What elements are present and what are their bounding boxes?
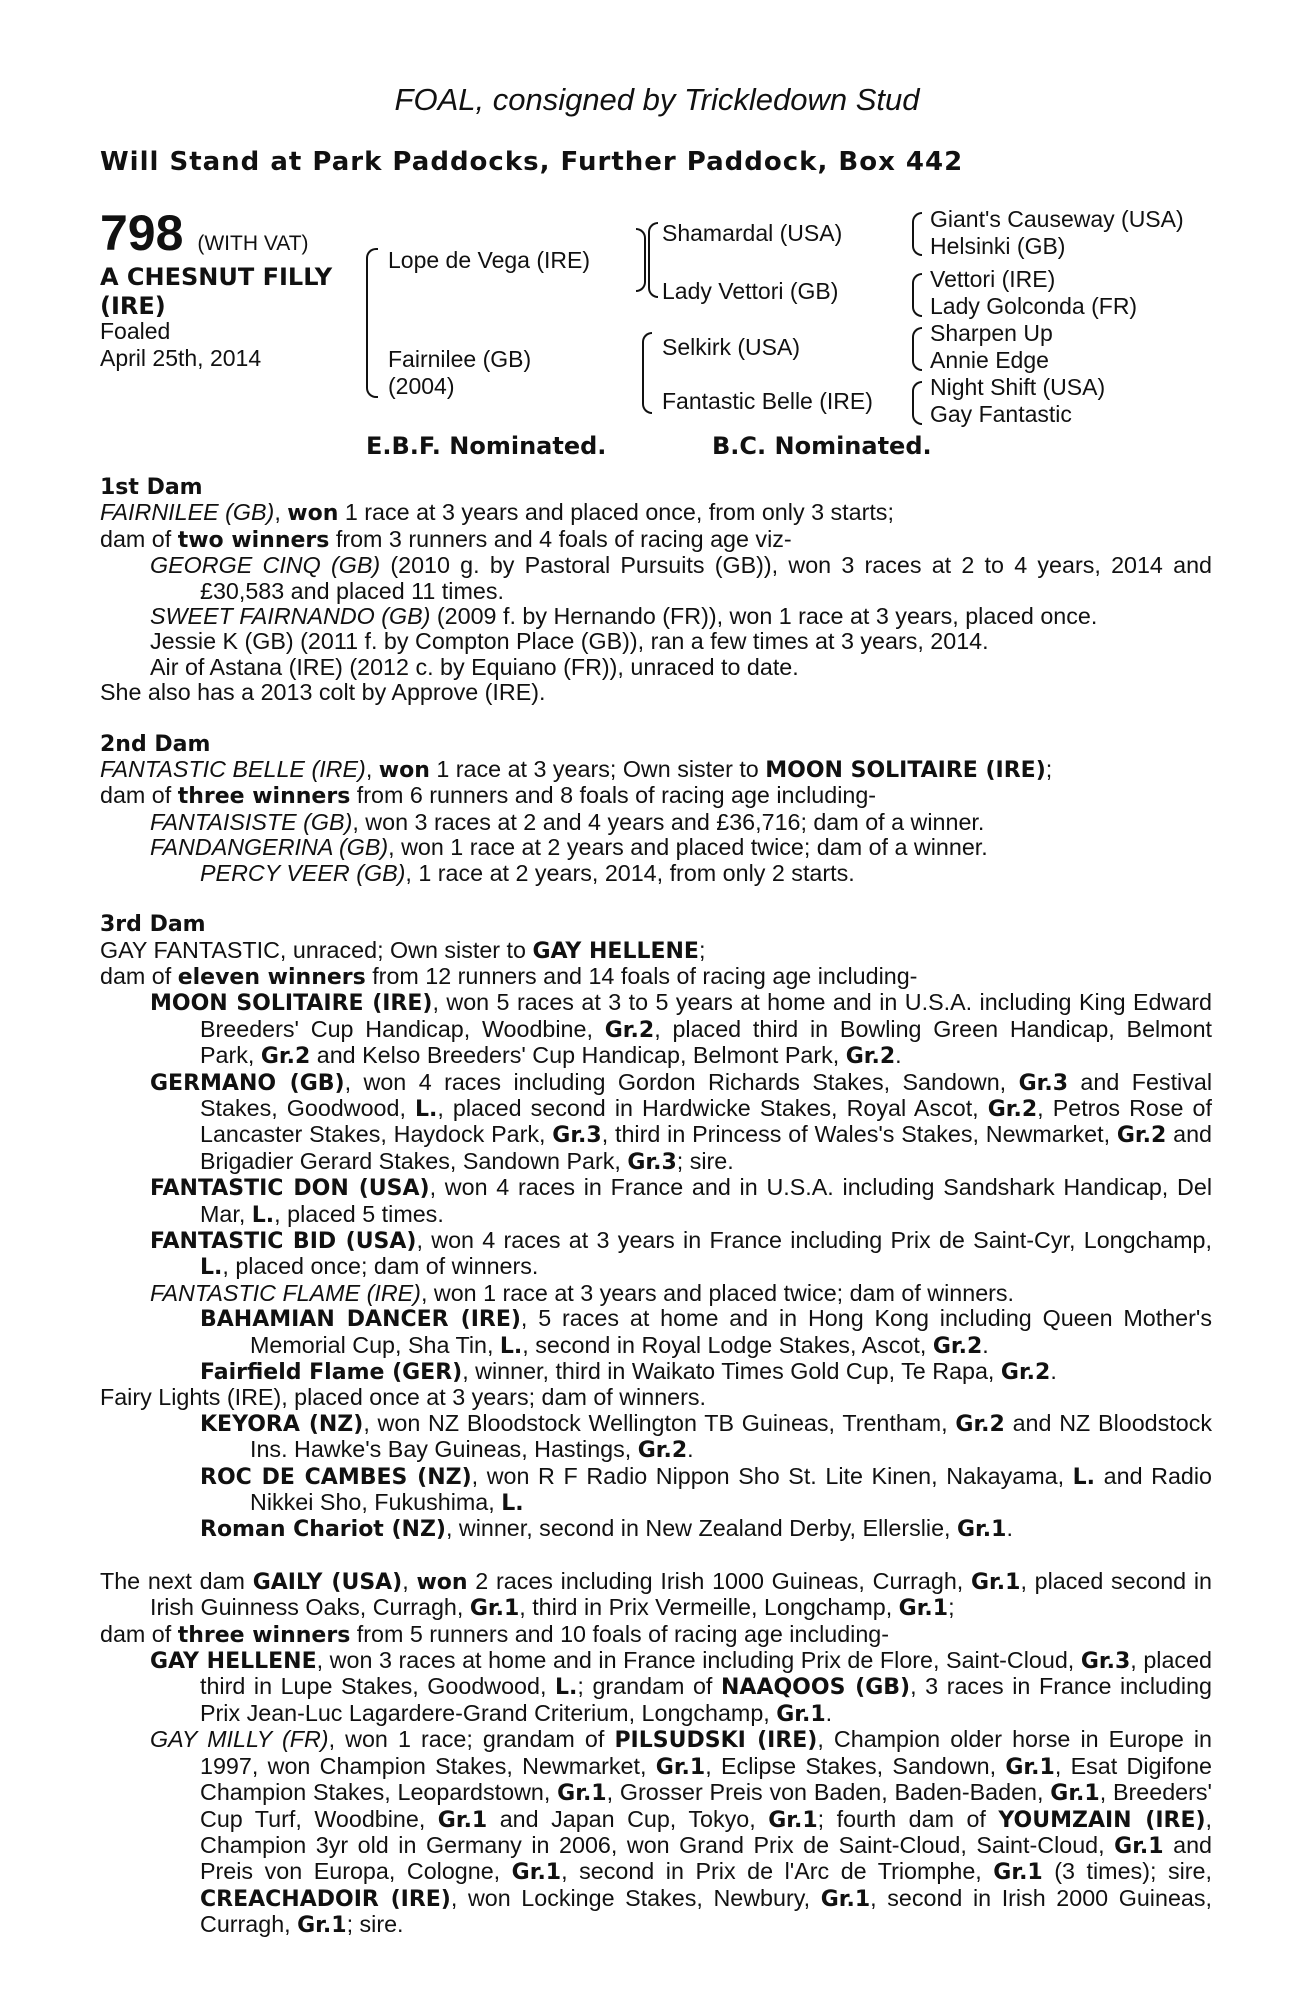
horse-name: FANTAISISTE (GB) [150, 808, 353, 835]
text: , second in Royal Lodge Stakes, Ascot, [522, 1331, 933, 1358]
pedigree-brace-g4 [912, 381, 922, 425]
text: , won 1 race; grandam of [328, 1726, 615, 1753]
won-label: won [287, 501, 339, 527]
second-dam-produce-3 [100, 861, 1212, 886]
pedigree-g6: Annie Edge [930, 347, 1049, 373]
stand-location: Will Stand at Park Paddocks, Further Paddock, Box 442 [100, 147, 964, 177]
text: , 5 races at home and in Hong Kong including Queen Mother's Memorial Cup, Sha Tin, [250, 1305, 1212, 1358]
first-dam-intro-text: 1 race at 3 years and placed once, from only 3 starts; [338, 499, 894, 526]
vat-note: (WITH VAT) [197, 232, 309, 255]
pedigree-dam-sire: Selkirk (USA) [662, 334, 801, 360]
grade: Gr.1 [1114, 1833, 1164, 1859]
lot-description-line2: (IRE) [100, 292, 166, 320]
next-dam-intro: The next dam GAILY (USA), won 2 races including Irish 1000 Guineas, Curragh, Gr.1, placed second in Irish Guinness Oaks, Curragh, Gr.1, third in Prix Vermeille, Longchamp, Gr.1; [100, 1567, 1212, 1622]
second-dam-produce-2 [100, 835, 1212, 860]
first-dam-produce-4: Air of Astana (IRE) (2012 c. by Equiano (FR)), unraced to date. [150, 653, 799, 680]
pedigree-brace-g1 [912, 212, 922, 256]
third-dam-produce-1 [100, 990, 1212, 1069]
horse-name: SWEET FAIRNANDO (GB) [150, 603, 431, 630]
first-dam-heading: 1st Dam [100, 475, 203, 500]
text: ; grandam of [577, 1673, 721, 1700]
grade: Gr.1 [820, 1886, 871, 1912]
spacer [100, 1543, 1212, 1569]
text: , Champion older horse in Europe in 1997, won Champion Stakes, Newmarket, [200, 1726, 1213, 1779]
grade: Gr.1 [655, 1754, 706, 1780]
text: , placed 5 times. [274, 1200, 444, 1227]
text: . [1006, 1515, 1013, 1542]
grade: Gr.1 [1050, 1781, 1100, 1807]
third-dam-produce-3 [100, 1175, 1212, 1228]
lot-description-line1: A CHESNUT FILLY [100, 263, 333, 291]
bc-nomination: B.C. Nominated. [712, 432, 932, 460]
text: , 3 races in France including Prix Jean-Luc Lagardere-Grand Criterium, Longchamp, [200, 1673, 1213, 1726]
spacer [100, 706, 1212, 732]
winners-count: three winners [177, 1622, 351, 1648]
first-dam-produce-1 [100, 553, 1212, 604]
pedigree-dam-year: (2004) [388, 373, 455, 399]
text: dam of [100, 525, 178, 552]
text: , placed second in Hardwicke Stakes, Royal Ascot, [437, 1094, 988, 1121]
text: and Kelso Breeders' Cup Handicap, Belmont Park, [310, 1042, 846, 1069]
spacer [100, 886, 1212, 912]
first-dam-intro: FAIRNILEE (GB), won 1 race at 3 years and placed once, from only 3 starts; [100, 499, 894, 527]
pedigree-brace-sire [636, 228, 646, 292]
pedigree-dam: Fairnilee (GB) [388, 346, 532, 372]
pedigree-brace-gen1 [366, 248, 378, 398]
lot-number-block [100, 205, 309, 261]
text: and Brigadier Gerard Stakes, Sandown Park, [200, 1121, 1212, 1174]
text: from 3 runners and 4 foals of racing age viz- [329, 525, 792, 552]
grade: Gr.1 [297, 1913, 347, 1939]
text: 1 race at 3 years; Own sister to [429, 756, 766, 783]
next-dam-produce-1 [100, 1648, 1212, 1727]
text: , won R F Radio Nippon Sho St. Lite Kinen, Nakayama, [471, 1462, 1073, 1489]
pedigree-g2: Helsinki (GB) [930, 233, 1066, 259]
grade: Gr.2 [637, 1438, 688, 1464]
text: . [1050, 1358, 1057, 1384]
text: , third in Prix Vermeille, Longchamp, [519, 1594, 899, 1621]
text: , placed once; dam of winners. [222, 1253, 539, 1280]
third-dam-grandproduce-6c [100, 1516, 1212, 1542]
text: , won NZ Bloodstock Wellington TB Guineas, Trentham, [363, 1409, 956, 1436]
text: , won 1 race at 3 years and placed twice; dam of winners. [420, 1279, 1015, 1306]
text: , won 3 races at home and in France including Prix de Flore, Saint-Cloud, [316, 1647, 1081, 1674]
text: , Esat Digifone Champion Stakes, Leopardstown, [200, 1752, 1213, 1806]
horse-name: Fairfield Flame (GER) [200, 1360, 463, 1385]
text: ; sire. [676, 1147, 734, 1174]
horse-name: PERCY VEER (GB) [200, 859, 406, 886]
third-dam-produce-summary [100, 964, 1212, 990]
text: and Festival Stakes, Goodwood, [200, 1068, 1212, 1121]
text: . [825, 1699, 833, 1726]
text: ; [948, 1594, 955, 1621]
text: , won 5 races at 3 to 5 years at home and in U.S.A. including King Edward Breeders' Cup Handicap, Woodbine, [200, 989, 1212, 1042]
text: from 6 runners and 8 foals of racing age including- [350, 782, 877, 809]
text: , Eclipse Stakes, Sandown, [705, 1752, 1006, 1779]
grade: Gr.1 [557, 1781, 607, 1807]
text: and Radio Nikkei Sho, Fukushima, [250, 1462, 1212, 1516]
text: , Champion 3yr old in Germany in 2006, won Grand Prix de Saint-Cloud, Saint-Cloud, [200, 1805, 1213, 1858]
grade: Gr.3 [627, 1149, 677, 1175]
pedigree-brace-sire-left [648, 222, 658, 298]
third-dam-intro [100, 938, 1212, 964]
next-dam-produce-summary [100, 1622, 1212, 1648]
text: (2009 f. by Hernando (FR)), won 1 race at 3 years, placed once. [430, 603, 1098, 630]
grade: Gr.2 [955, 1411, 1005, 1437]
horse-name: MOON SOLITAIRE (IRE) [765, 758, 1046, 784]
pedigree-dam-dam: Fantastic Belle (IRE) [662, 388, 873, 414]
horse-name: CREACHADOIR (IRE) [200, 1886, 451, 1912]
grade: L. [200, 1255, 223, 1281]
horse-name: GAY HELLENE [532, 938, 699, 964]
grade: Gr.3 [1080, 1649, 1131, 1675]
pedigree-g5: Sharpen Up [930, 320, 1053, 346]
third-dam-grandproduce-6b [100, 1464, 1212, 1517]
text: , Breeders' Cup Turf, Woodbine, [200, 1779, 1212, 1832]
text: , placed second in Irish Guinness Oaks, Curragh, [150, 1567, 1212, 1621]
horse-name: GAILY (USA) [252, 1569, 403, 1595]
text: (3 times); sire, [1042, 1858, 1212, 1885]
lot-number: 798 [100, 205, 184, 261]
text: , won 3 races at 2 and 4 years and £36,716; dam of a winner. [352, 808, 985, 835]
text: , won 1 race at 2 years and placed twice; dam of a winner. [388, 834, 988, 861]
grade: Gr.1 [993, 1860, 1043, 1886]
second-dam-heading: 2nd Dam [100, 731, 211, 757]
pedigree-notes [100, 475, 1212, 1939]
grade: Gr.3 [552, 1123, 602, 1149]
text: , second in Prix de l'Arc de Triomphe, [561, 1858, 994, 1885]
pedigree-sire-sire: Shamardal (USA) [662, 220, 843, 246]
grade: L. [251, 1202, 275, 1228]
grade: L. [1072, 1464, 1096, 1490]
grade: Gr.3 [1018, 1070, 1068, 1096]
grade: Gr.2 [1116, 1123, 1167, 1149]
text: , second in Irish 2000 Guineas, Curragh, [200, 1884, 1212, 1938]
text: , won 4 races at 3 years in France including Prix de Saint-Cyr, Longchamp, [416, 1226, 1212, 1253]
grade: Gr.2 [845, 1044, 896, 1070]
text: ; fourth dam of [817, 1805, 999, 1832]
won-label: won [416, 1569, 468, 1595]
first-dam-produce-2 [100, 604, 1212, 629]
third-dam-grandproduce-5b [100, 1359, 1212, 1385]
foaled-label: Foaled [100, 318, 171, 344]
grade: Gr.2 [1000, 1360, 1051, 1385]
grade: L. [501, 1491, 524, 1517]
foaled-info [100, 318, 261, 372]
third-dam-heading: 3rd Dam [100, 912, 206, 938]
grade: Gr.2 [604, 1017, 655, 1043]
text: , won 4 races including Gordon Richards Stakes, Sandown, [344, 1068, 1019, 1095]
text: . [687, 1436, 694, 1463]
text: , Petros Rose of Lancaster Stakes, Haydock Park, [200, 1094, 1212, 1148]
grade: Gr.2 [932, 1333, 983, 1359]
grade: Gr.1 [898, 1596, 949, 1622]
grade: L. [499, 1333, 523, 1359]
text: , Grosser Preis von Baden, Baden-Baden, [606, 1779, 1051, 1806]
grade: Gr.1 [511, 1860, 562, 1886]
horse-name: FANDANGERINA (GB) [150, 834, 389, 861]
first-dam-produce-summary [100, 527, 1212, 553]
grade: Gr.1 [957, 1517, 1007, 1543]
horse-name: MOON SOLITAIRE (IRE) [150, 991, 433, 1017]
text: dam of [100, 962, 178, 989]
text: ; [698, 936, 706, 963]
second-dam-produce-1 [100, 810, 1212, 835]
third-dam-produce-5 [100, 1281, 1212, 1306]
horse-name: FANTASTIC DON (USA) [150, 1176, 430, 1202]
text: , won 4 races in France and in U.S.A. including Sandshark Handicap, Del Mar, [200, 1174, 1212, 1227]
grade: Gr.1 [1005, 1754, 1055, 1780]
text: and NZ Bloodstock Ins. Hawke's Bay Guineas, Hastings, [250, 1409, 1212, 1463]
horse-name: BAHAMIAN DANCER (IRE) [200, 1307, 521, 1333]
first-dam-tail: She also has a 2013 colt by Approve (IRE). [100, 679, 546, 706]
text: 2 races including Irish 1000 Guineas, Curragh, [467, 1567, 971, 1594]
text: , third in Princess of Wales's Stakes, Newmarket, [601, 1121, 1117, 1148]
text: dam of [100, 782, 178, 809]
horse-name: FANTASTIC BID (USA) [150, 1228, 417, 1254]
pedigree-sire-dam: Lady Vettori (GB) [662, 278, 839, 304]
grade: L. [414, 1096, 438, 1122]
horse-name: FANTASTIC FLAME (IRE) [150, 1279, 421, 1306]
pedigree-brace-g3 [912, 327, 922, 371]
pedigree-g3: Vettori (IRE) [930, 266, 1056, 292]
grade: Gr.1 [437, 1807, 488, 1833]
grade: Gr.1 [469, 1596, 520, 1622]
text: , winner, third in Waikato Times Gold Cup, Te Rapa, [462, 1358, 1001, 1384]
grade: Gr.1 [971, 1569, 1021, 1595]
text: dam of [100, 1620, 178, 1647]
horse-name: PILSUDSKI (IRE) [614, 1728, 818, 1754]
third-dam-produce-2 [100, 1070, 1212, 1176]
third-dam-produce-4 [100, 1228, 1212, 1281]
horse-name: GERMANO (GB) [150, 1070, 345, 1096]
pedigree-g1: Giant's Causeway (USA) [930, 206, 1184, 232]
lot-description [100, 263, 332, 321]
third-dam-grandproduce-6a [100, 1411, 1212, 1464]
horse-name: KEYORA (NZ) [200, 1411, 364, 1437]
consignor-title: FOAL, consigned by Trickledown Stud [394, 82, 920, 117]
horse-name: GEORGE CINQ (GB) [150, 552, 381, 579]
winners-count: two winners [177, 527, 330, 553]
text: GAY FANTASTIC, unraced; Own sister to [100, 936, 533, 963]
pedigree-brace-g2 [912, 273, 922, 317]
won-label: won [378, 758, 430, 784]
pedigree-sire: Lope de Vega (IRE) [388, 247, 591, 273]
horse-name: GAY HELLENE [150, 1649, 317, 1675]
winners-count: three winners [177, 784, 351, 810]
first-dam-produce-3: Jessie K (GB) (2011 f. by Compton Place (GB)), ran a few times at 3 years, 2014. [150, 628, 989, 655]
grade: Gr.1 [776, 1701, 826, 1727]
horse-name: GAY MILLY (FR) [150, 1726, 329, 1753]
text: , placed third in Bowling Green Handicap, Belmont Park, [200, 1015, 1213, 1069]
grade: L. [555, 1675, 578, 1701]
text: , won Lockinge Stakes, Newbury, [450, 1884, 821, 1911]
text: ; sire. [346, 1911, 404, 1938]
text: (2010 g. by Pastoral Pursuits (GB)), won 3 races at 2 to 4 years, 2014 and £30,583 and placed 11 times. [200, 552, 1212, 604]
horse-name: NAAQOOS (GB) [721, 1675, 911, 1701]
grade: Gr.1 [768, 1807, 818, 1833]
text: The next dam [100, 1567, 253, 1594]
third-dam-produce-6: Fairy Lights (IRE), placed once at 3 years; dam of winners. [100, 1384, 706, 1411]
first-dam-name: FAIRNILEE (GB) [100, 499, 275, 526]
second-dam-intro: FANTASTIC BELLE (IRE), won 1 race at 3 years; Own sister to MOON SOLITAIRE (IRE); [100, 756, 1053, 784]
horse-name: YOUMZAIN (IRE) [998, 1807, 1206, 1833]
text: and Preis von Europa, Cologne, [200, 1831, 1213, 1885]
foaled-date: April 25th, 2014 [100, 345, 262, 371]
text: ; [1045, 756, 1053, 783]
text: and Japan Cup, Tokyo, [487, 1805, 769, 1832]
text: from 5 runners and 10 foals of racing age including- [350, 1620, 890, 1647]
grade: Gr.2 [260, 1044, 311, 1070]
second-dam-produce-summary [100, 783, 1212, 809]
third-dam-grandproduce-5a [100, 1306, 1212, 1359]
text: , placed third in Lupe Stakes, Goodwood, [200, 1647, 1212, 1700]
text: , 1 race at 2 years, 2014, from only 2 starts. [405, 859, 855, 886]
ebf-nomination: E.B.F. Nominated. [366, 432, 607, 460]
text: . [982, 1331, 989, 1358]
pedigree-g4: Lady Golconda (FR) [930, 293, 1138, 319]
horse-name: Roman Chariot (NZ) [200, 1517, 446, 1543]
next-dam-produce-2 [100, 1727, 1212, 1938]
text: , winner, second in New Zealand Derby, Ellerslie, [445, 1515, 957, 1542]
pedigree-g7: Night Shift (USA) [930, 374, 1106, 400]
text: from 12 runners and 14 foals of racing age including- [365, 962, 918, 989]
pedigree-brace-dam [642, 332, 652, 414]
pedigree-g8: Gay Fantastic [930, 401, 1072, 427]
winners-count: eleven winners [177, 964, 366, 990]
text: . [895, 1042, 902, 1069]
horse-name: ROC DE CAMBES (NZ) [200, 1464, 472, 1490]
horse-name: FANTASTIC BELLE (IRE) [100, 756, 366, 783]
grade: Gr.2 [987, 1096, 1038, 1122]
